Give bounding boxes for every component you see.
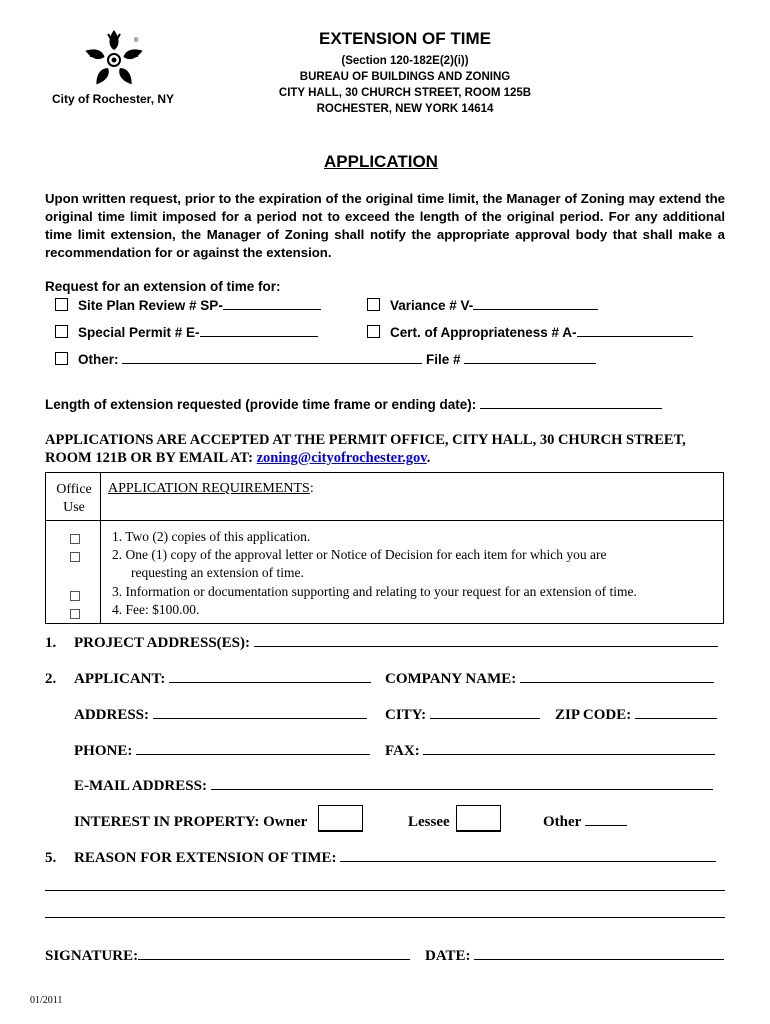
requirements-list <box>112 528 637 619</box>
zip-line[interactable] <box>635 718 717 719</box>
office-use-header: Office Use <box>56 482 92 515</box>
address-label: ADDRESS: <box>74 707 150 723</box>
city-label: CITY: <box>385 707 427 723</box>
other-line[interactable] <box>122 363 422 364</box>
cert-line[interactable] <box>577 336 693 337</box>
requirements-table <box>45 472 724 624</box>
fax-line[interactable] <box>423 754 715 755</box>
accepted-period: . <box>426 450 431 466</box>
reason-continuation-line[interactable] <box>45 917 725 918</box>
header-address-block <box>250 53 560 117</box>
table-row-divider <box>46 520 723 521</box>
site-plan-line[interactable] <box>223 309 321 310</box>
company-label: COMPANY NAME: <box>385 671 517 687</box>
special-permit-checkbox[interactable] <box>55 325 68 338</box>
item-number: 5. <box>45 850 57 866</box>
requirement-item: 3. Information or documentation supporting and relating to your request for an extension of time. <box>112 583 637 599</box>
office-use-checkbox[interactable] <box>70 591 80 601</box>
application-intro: Upon written request, prior to the expiration of the original time limit, the Manager of Zoning may extend the original time limit imposed for a period not to exceed the length of the original period. For any additional time limit extension, the Manager of Zoning shall notify the appropriate approval body that shall make a recommendation for or against the extension. <box>45 191 725 260</box>
site-plan-option[interactable] <box>55 298 321 313</box>
cert-option[interactable] <box>367 325 693 340</box>
file-line[interactable] <box>464 363 596 364</box>
phone-label: PHONE: <box>74 743 133 759</box>
logo-caption: City of Rochester, NY <box>52 92 175 106</box>
signature-field[interactable] <box>45 948 410 965</box>
requirement-item: 4. Fee: $100.00. <box>112 601 200 617</box>
address-field[interactable] <box>74 707 367 724</box>
email-field[interactable] <box>74 778 713 795</box>
header-line: (Section 120-182E(2)(i)) <box>341 55 469 67</box>
email-label: E-MAIL ADDRESS: <box>74 778 207 794</box>
header-line: BUREAU OF BUILDINGS AND ZONING <box>299 71 511 83</box>
other-interest-line[interactable] <box>585 825 627 826</box>
requirement-item: 2. One (1) copy of the approval letter or Notice of Decision for each item for which you are <box>112 547 607 563</box>
length-field[interactable] <box>45 397 662 412</box>
reason-label: REASON FOR EXTENSION OF TIME: <box>74 850 337 866</box>
signature-label: SIGNATURE: <box>45 948 139 964</box>
phone-line[interactable] <box>136 754 370 755</box>
lessee-label: Lessee <box>408 814 450 830</box>
table-col-divider <box>100 473 101 623</box>
accepted-text: APPLICATIONS ARE ACCEPTED AT THE PERMIT OFFICE, CITY HALL, 30 CHURCH STREET, ROOM 121B OR BY EMAIL AT: <box>45 432 686 466</box>
project-address-field[interactable] <box>74 635 718 652</box>
rochester-flower-logo <box>78 26 150 92</box>
lessee-box[interactable] <box>456 805 501 832</box>
reason-continuation-line[interactable] <box>45 890 725 891</box>
variance-line[interactable] <box>473 309 598 310</box>
address-line[interactable] <box>153 718 367 719</box>
reason-field[interactable] <box>74 850 716 867</box>
office-use-checkbox[interactable] <box>70 534 80 544</box>
owner-box[interactable] <box>318 805 363 832</box>
revision-date: 01/2011 <box>30 995 63 1006</box>
fax-field[interactable] <box>385 743 715 760</box>
special-permit-line[interactable] <box>200 336 318 337</box>
date-label: DATE: <box>425 948 471 964</box>
requirement-item: requesting an extension of time. <box>131 565 304 581</box>
other-option[interactable] <box>55 352 596 367</box>
item-number: 1. <box>45 635 57 651</box>
special-permit-option[interactable] <box>55 325 318 340</box>
application-heading: APPLICATION <box>324 152 438 171</box>
other-interest-label: Other <box>543 814 582 830</box>
applicant-field[interactable] <box>74 671 371 688</box>
date-line[interactable] <box>474 959 724 960</box>
applicant-line[interactable] <box>169 682 371 683</box>
city-field[interactable] <box>385 707 540 724</box>
requirement-item: 1. Two (2) copies of this application. <box>112 529 311 544</box>
request-label: Request for an extension of time for: <box>45 279 281 294</box>
phone-field[interactable] <box>74 743 370 760</box>
requirements-colon: : <box>309 481 314 496</box>
length-line[interactable] <box>480 408 662 409</box>
city-line[interactable] <box>430 718 540 719</box>
signature-line[interactable] <box>138 959 410 960</box>
length-label: Length of extension requested (provide time frame or ending date): <box>45 397 477 412</box>
file-label: File # <box>426 352 461 367</box>
date-field[interactable] <box>425 948 724 965</box>
city-logo <box>78 26 150 92</box>
accepted-notice <box>45 431 735 467</box>
variance-label: Variance # V- <box>390 298 474 313</box>
office-use-checkbox[interactable] <box>70 552 80 562</box>
interest-label: INTEREST IN PROPERTY: Owner <box>74 814 308 830</box>
company-line[interactable] <box>520 682 714 683</box>
project-address-label: PROJECT ADDRESS(ES): <box>74 635 251 651</box>
header-line: CITY HALL, 30 CHURCH STREET, ROOM 125B <box>278 87 532 99</box>
office-use-checkbox[interactable] <box>70 609 80 619</box>
header-line: ROCHESTER, NEW YORK 14614 <box>316 103 494 115</box>
applicant-label: APPLICANT: <box>74 671 166 687</box>
zip-label: ZIP CODE: <box>555 707 632 723</box>
email-link[interactable]: zoning@cityofrochester.gov <box>256 450 427 466</box>
company-field[interactable] <box>385 671 714 688</box>
other-checkbox[interactable] <box>55 352 68 365</box>
page-title: EXTENSION OF TIME <box>319 29 491 48</box>
reason-line[interactable] <box>340 861 716 862</box>
requirements-header <box>108 481 314 497</box>
site-plan-checkbox[interactable] <box>55 298 68 311</box>
item-number: 2. <box>45 671 57 687</box>
site-plan-label: Site Plan Review # SP- <box>78 298 223 313</box>
svg-text:®: ® <box>134 38 139 44</box>
cert-label: Cert. of Appropriateness # A- <box>390 325 577 340</box>
zip-field[interactable] <box>555 707 717 724</box>
project-address-line[interactable] <box>254 646 718 647</box>
fax-label: FAX: <box>385 743 420 759</box>
special-permit-label: Special Permit # E- <box>78 325 200 340</box>
other-interest-field[interactable] <box>543 814 627 831</box>
variance-option[interactable] <box>367 298 598 313</box>
cert-checkbox[interactable] <box>367 325 380 338</box>
requirements-heading: APPLICATION REQUIREMENTS <box>108 481 310 496</box>
other-label: Other: <box>78 352 119 367</box>
variance-checkbox[interactable] <box>367 298 380 311</box>
email-line[interactable] <box>211 789 713 790</box>
